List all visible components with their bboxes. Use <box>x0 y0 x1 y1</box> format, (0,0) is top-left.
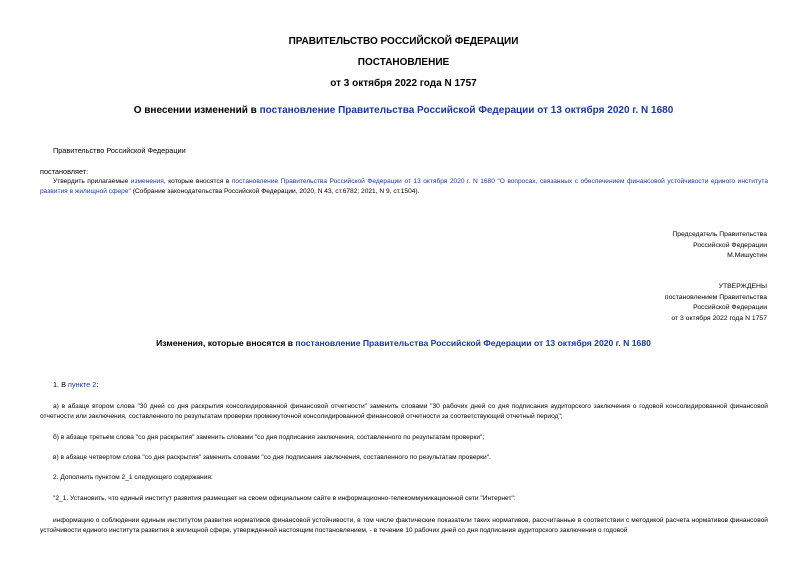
approval-line-2: постановлением Правительства <box>664 293 767 301</box>
resolution-link[interactable]: постановление Правительства Российской Федерации от 13 октября 2020 г. N 1680 "О вопросах, связанных с обеспечением финансовой устойчивости единого института развития в жилищной сфере" <box>40 178 768 195</box>
changes-title <box>0 338 807 348</box>
approval-line-3: Российской Федерации <box>693 304 767 311</box>
changes-title-link[interactable]: постановление Правительства Российской Федерации от 13 октября 2020 г. N 1680 <box>295 338 651 348</box>
item-1-link[interactable]: пункте 2 <box>68 380 97 389</box>
item-v: в) в абзаце четвертом слова "со дня раскрытия" заменить словами "со дня подписания заключения, составленного по результатам проверки". <box>53 454 491 461</box>
government-line: Правительство Российской Федерации <box>53 146 186 155</box>
decree-paragraph <box>40 177 768 197</box>
signature-country: Российской Федерации <box>693 241 767 249</box>
document-date: от 3 октября 2022 года N 1757 <box>330 78 477 89</box>
signature-name: М.Мишустин <box>727 252 767 259</box>
item-1-text-b: : <box>96 380 99 389</box>
government-heading: ПРАВИТЕЛЬСТВО РОССИЙСКОЙ ФЕДЕРАЦИИ <box>288 36 519 47</box>
item-b: б) в абзаце третьем слова "со дня раскрытия" заменить словами "со дня подписания заключения, составленного по результатам проверки"; <box>53 434 485 441</box>
decree-text-c: (Собрание законодательства Российской Федерации, 2020, N 43, ст.6782; 2021, N 9, ст.1504). <box>130 188 420 195</box>
decree-text-b: , которые вносятся в <box>163 178 232 185</box>
decree-text-a: Утвердить прилагаемые <box>53 178 131 185</box>
document-type: ПОСТАНОВЛЕНИЕ <box>357 57 450 68</box>
changes-link[interactable]: изменения <box>130 178 164 185</box>
item-last: информацию о соблюдении единым институтом развития нормативов финансовой устойчивости, в том числе фактические показатели таких нормативов, рассчитанные в соответствии с методикой расчета нормативов финансовой устойчивости единого института развития в жилищной сфере, утвержденной настоящим постановлением, - в течение 10 рабочих дней со дня подписания аудиторского заключения о годовой <box>40 517 768 534</box>
item-2: 2. Дополнить пунктом 2_1 следующего содержания: <box>53 474 213 481</box>
approval-block <box>665 282 767 324</box>
document-title-link[interactable]: постановление Правительства Российской Федерации от 13 октября 2020 г. N 1680 <box>259 105 674 116</box>
item-1-text-a: 1. В <box>53 380 69 389</box>
item-1 <box>53 380 98 389</box>
approval-title: УТВЕРЖДЕНЫ <box>718 283 767 290</box>
document-title <box>0 105 807 116</box>
signature-position: Председатель Правительства <box>672 231 767 238</box>
signature-block <box>672 230 767 262</box>
decides-line: постановляет: <box>40 167 89 176</box>
item-2-1: "2_1. Установить, что единый институт развития размещает на своем официальном сайте в информационно-телекоммуникационной сети "Интернет": <box>53 495 516 502</box>
document-title-prefix: О внесении изменений в <box>133 105 260 116</box>
item-a: а) в абзаце втором слова "30 дней со дня раскрытия консолидированной финансовой отчетности" заменить словами "30 рабочих дней со дня подписания аудиторского заключения о годовой консолидированной финансовой отчетности или заключения, составленного по результатам проверки промежуточной консолидированной финансовой отчетности за соответствующий отчетный период"; <box>40 403 768 420</box>
approval-line-4: от 3 октября 2022 года N 1757 <box>671 314 767 322</box>
changes-title-prefix: Изменения, которые вносятся в <box>156 338 296 348</box>
